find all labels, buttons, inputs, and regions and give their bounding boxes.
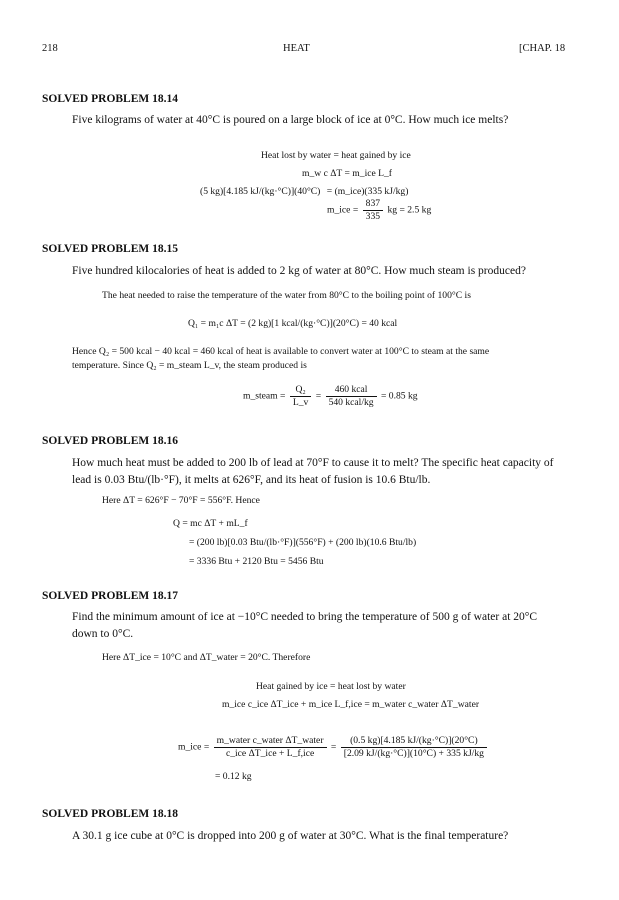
problem-question-18-16: How much heat must be added to 200 lb of lead at 70°F to cause it to melt? The specific heat capacity of (72, 457, 554, 469)
fraction-numerator: 837 (363, 198, 383, 211)
fraction-numerator: m_water c_water ΔT_water (214, 735, 327, 748)
solution-text: Hence Q₂ = 500 kcal − 40 kcal = 460 kcal of heat is available to convert water at 100°C to steam at the same (72, 346, 490, 357)
problem-question-18-15: Five hundred kilocalories of heat is added to 2 kg of water at 80°C. How much steam is produced? (72, 265, 526, 277)
problem-title-18-17: SOLVED PROBLEM 18.17 (42, 590, 179, 602)
fraction (341, 735, 487, 760)
problem-question-18-17: down to 0°C. (72, 628, 134, 640)
equation-rhs: = (m_ice)(335 kJ/kg) (326, 186, 409, 197)
equation (327, 198, 431, 223)
equation-lhs: m_steam = (243, 390, 286, 402)
solution-text: The heat needed to raise the temperature of the water from 80°C to the boiling point of 100°C is (102, 290, 471, 301)
equation: m_steam = $\frac{\text{Q₂}}{L\_v}$ = $\frac{\text{460 kcal}}{\text{540 kcal/kg}}$ = 0.85 kg (243, 384, 418, 408)
equation: m_ice = $\frac{\text{m\_water c\_water ΔT\_water}}{\text{c\_ice ΔT\_ice + L\_f,ice}}$ = $\frac{(0.5 kg)[4.185 kJ/(kg\cdot^\circ C)](20^\circ C)}{[2.09 kJ/(kg\cdot^\circ C)](10^\circ C) + 335 kJ/kg}$ (178, 735, 489, 760)
equation: Q = mc ΔT + mL_f (173, 518, 248, 529)
equation: = (200 lb)[0.03 Btu/(lb·°F)](556°F) + (200 lb)(10.6 Btu/lb) (189, 537, 417, 548)
fraction-denominator: L_v (292, 397, 309, 408)
solution-text: Here ΔT_ice = 10°C and ΔT_water = 20°C. Therefore (102, 652, 311, 663)
fraction-denominator: [2.09 kJ/(kg·°C)](10°C) + 335 kJ/kg (343, 748, 484, 759)
fraction (326, 384, 377, 409)
problem-question-18-18: A 30.1 g ice cube at 0°C is dropped into 200 g of water at 30°C. What is the final temperature? (72, 830, 509, 842)
equation: = 3336 Btu + 2120 Btu = 5456 Btu (189, 556, 324, 567)
solution-text: Here ΔT = 626°F − 70°F = 556°F. Hence (102, 495, 260, 506)
problem-title-18-18: SOLVED PROBLEM 18.18 (42, 808, 179, 820)
fraction-denominator: 335 (365, 211, 381, 222)
problem-title-18-14: SOLVED PROBLEM 18.14 (42, 93, 179, 105)
problem-question-18-16: lead is 0.03 Btu/(lb·°F), it melts at 626°F, and its heat of fusion is 10.6 Btu/lb. (72, 474, 431, 486)
equation-rhs: = 0.85 kg (381, 390, 418, 402)
solution-text: temperature. Since Q₂ = m_steam L_v, the steam produced is (72, 360, 307, 371)
chapter-title: HEAT (283, 43, 310, 54)
equation-lhs: (5 kg)[4.185 kJ/(kg·°C)](40°C) (200, 186, 321, 197)
fraction-denominator: c_ice ΔT_ice + L_f,ice (225, 748, 315, 759)
equation-rhs: kg = 2.5 kg (387, 204, 432, 216)
fraction (290, 384, 311, 409)
page-number: 218 (42, 43, 58, 54)
fraction-numerator: 460 kcal (326, 384, 377, 397)
fraction (214, 735, 327, 760)
equation: Q₁ = m₁c ΔT = (2 kg)[1 kcal/(kg·°C)](20°C) = 40 kcal (188, 318, 398, 329)
equation: = 0.12 kg (215, 771, 252, 782)
equation: Heat lost by water = heat gained by ice (261, 150, 411, 161)
fraction-numerator: Q₂ (290, 384, 311, 397)
equation: Heat gained by ice = heat lost by water (256, 681, 406, 692)
equation: m_w c ΔT = m_ice L_f (302, 168, 392, 179)
chapter-ref: [CHAP. 18 (519, 43, 566, 54)
problem-question-18-14: Five kilograms of water at 40°C is poured on a large block of ice at 0°C. How much ice melts? (72, 114, 509, 126)
problem-title-18-15: SOLVED PROBLEM 18.15 (42, 243, 179, 255)
equation: m_ice c_ice ΔT_ice + m_ice L_f,ice = m_water c_water ΔT_water (222, 699, 480, 710)
problem-title-18-16: SOLVED PROBLEM 18.16 (42, 435, 179, 447)
equation-lhs: m_ice = (327, 204, 359, 216)
fraction (363, 198, 383, 223)
problem-question-18-17: Find the minimum amount of ice at −10°C needed to bring the temperature of 500 g of water at 20°C (72, 611, 538, 623)
equation (200, 186, 408, 197)
fraction-numerator: (0.5 kg)[4.185 kJ/(kg·°C)](20°C) (341, 735, 487, 748)
fraction-denominator: 540 kcal/kg (328, 397, 374, 408)
equation-lhs: m_ice = (178, 741, 210, 753)
